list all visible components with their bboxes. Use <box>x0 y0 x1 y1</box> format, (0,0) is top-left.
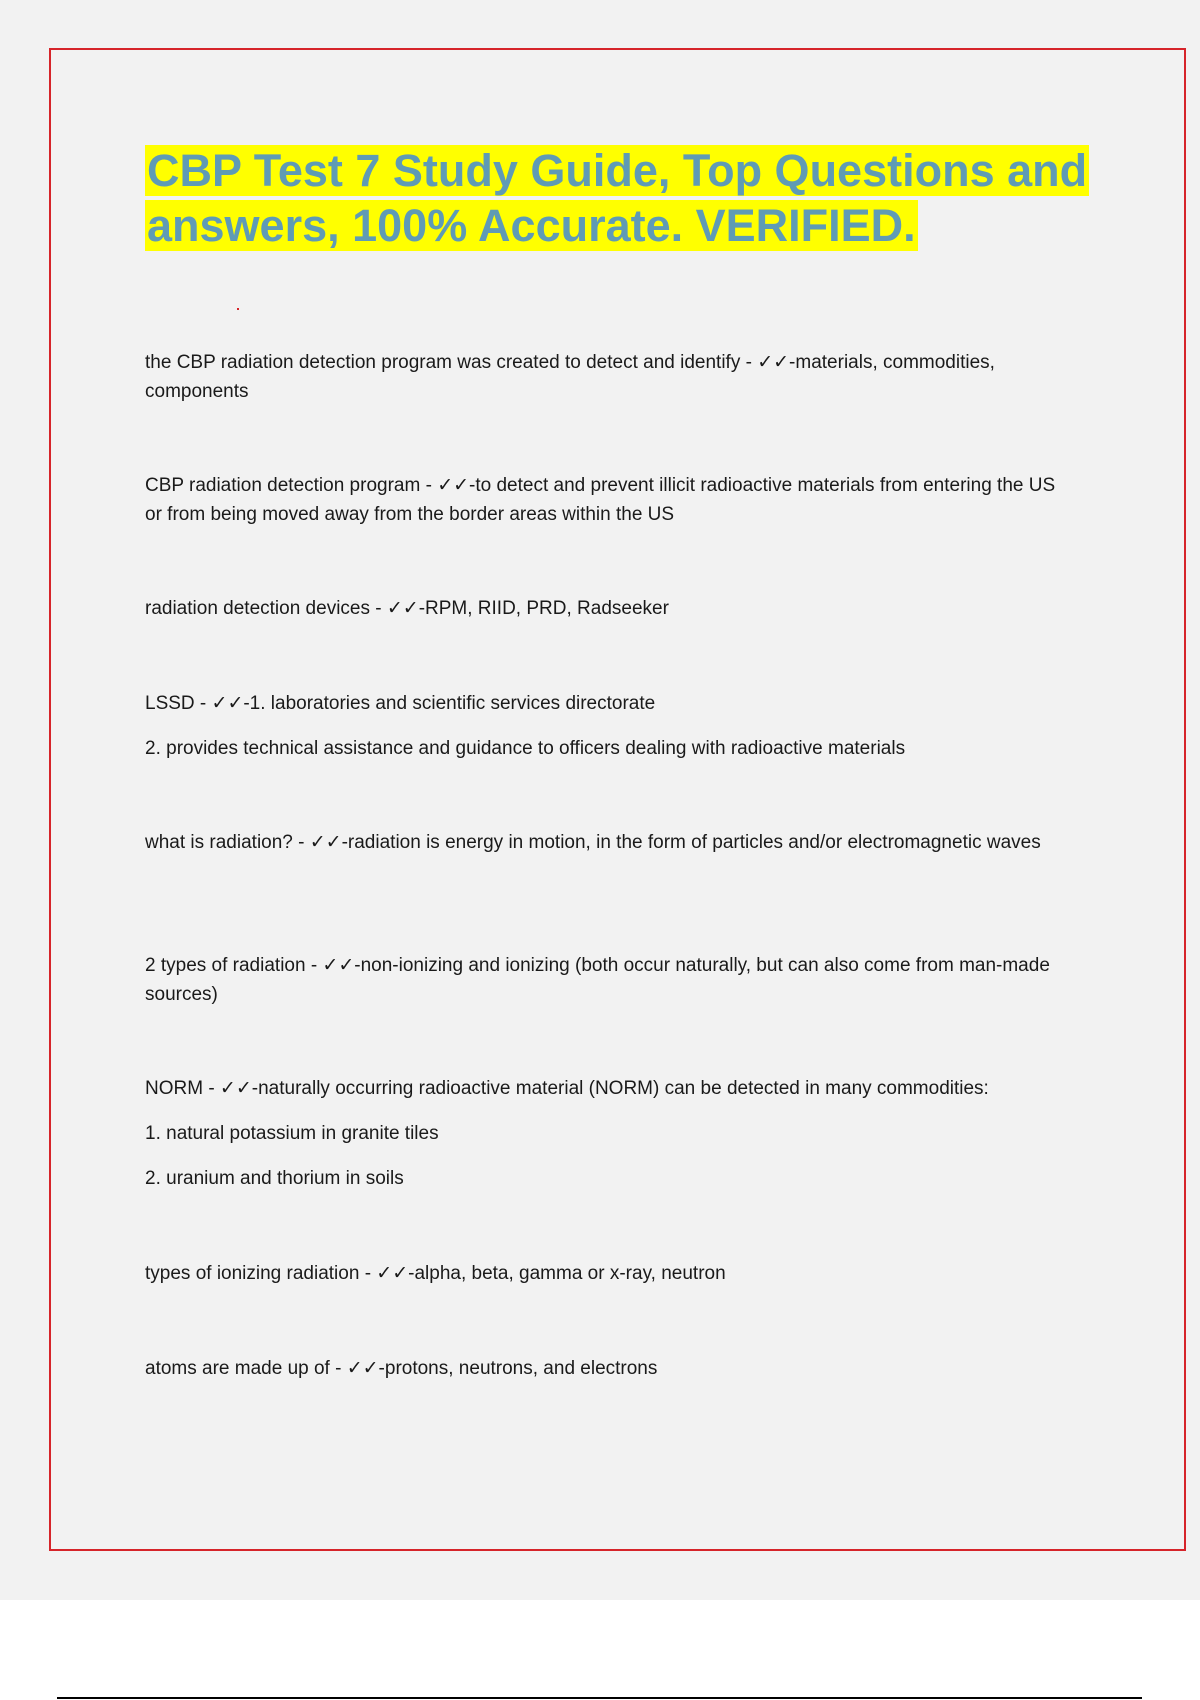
qa-line: CBP radiation detection program - ✓✓-to detect and prevent illicit radioactive materials from entering the US or from being moved away from the border areas within the US <box>145 475 1056 525</box>
qa-entry-radiation-program-purpose <box>145 348 1075 406</box>
qa-entry-what-is-radiation <box>145 828 1075 857</box>
qa-line: 2. uranium and thorium in soils <box>145 1168 404 1189</box>
qa-entry-ionizing-types <box>145 1259 1075 1288</box>
qa-line: the CBP radiation detection program was created to detect and identify - ✓✓-materials, commodities, components <box>145 352 995 402</box>
qa-line: 2 types of radiation - ✓✓-non-ionizing and ionizing (both occur naturally, but can also come from man-made sources) <box>145 955 1050 1005</box>
qa-entry-lssd <box>145 689 1075 763</box>
page-border-frame <box>49 48 1186 1551</box>
qa-line: NORM - ✓✓-naturally occurring radioactive material (NORM) can be detected in many commodities: <box>145 1078 989 1099</box>
qa-entry-cbp-program <box>145 471 1075 529</box>
footer-rule <box>57 1697 1142 1699</box>
qa-line: 1. natural potassium in granite tiles <box>145 1123 439 1144</box>
qa-line: types of ionizing radiation - ✓✓-alpha, beta, gamma or x-ray, neutron <box>145 1263 726 1284</box>
qa-entry-atoms <box>145 1354 1075 1383</box>
qa-line: 2. provides technical assistance and guidance to officers dealing with radioactive materials <box>145 738 906 759</box>
qa-entry-types-of-radiation <box>145 951 1075 1009</box>
red-dot-mark <box>237 308 239 310</box>
qa-line: LSSD - ✓✓-1. laboratories and scientific services directorate <box>145 693 656 714</box>
qa-line: what is radiation? - ✓✓-radiation is energy in motion, in the form of particles and/or electromagnetic waves <box>145 832 1041 853</box>
qa-line: radiation detection devices - ✓✓-RPM, RIID, PRD, Radseeker <box>145 598 669 619</box>
title-highlight: CBP Test 7 Study Guide, Top Questions and answers, 100% Accurate. VERIFIED. <box>147 145 1088 251</box>
document-title <box>145 143 1090 253</box>
qa-line: atoms are made up of - ✓✓-protons, neutrons, and electrons <box>145 1358 658 1379</box>
qa-entry-detection-devices <box>145 594 1075 623</box>
qa-entry-norm <box>145 1074 1075 1193</box>
